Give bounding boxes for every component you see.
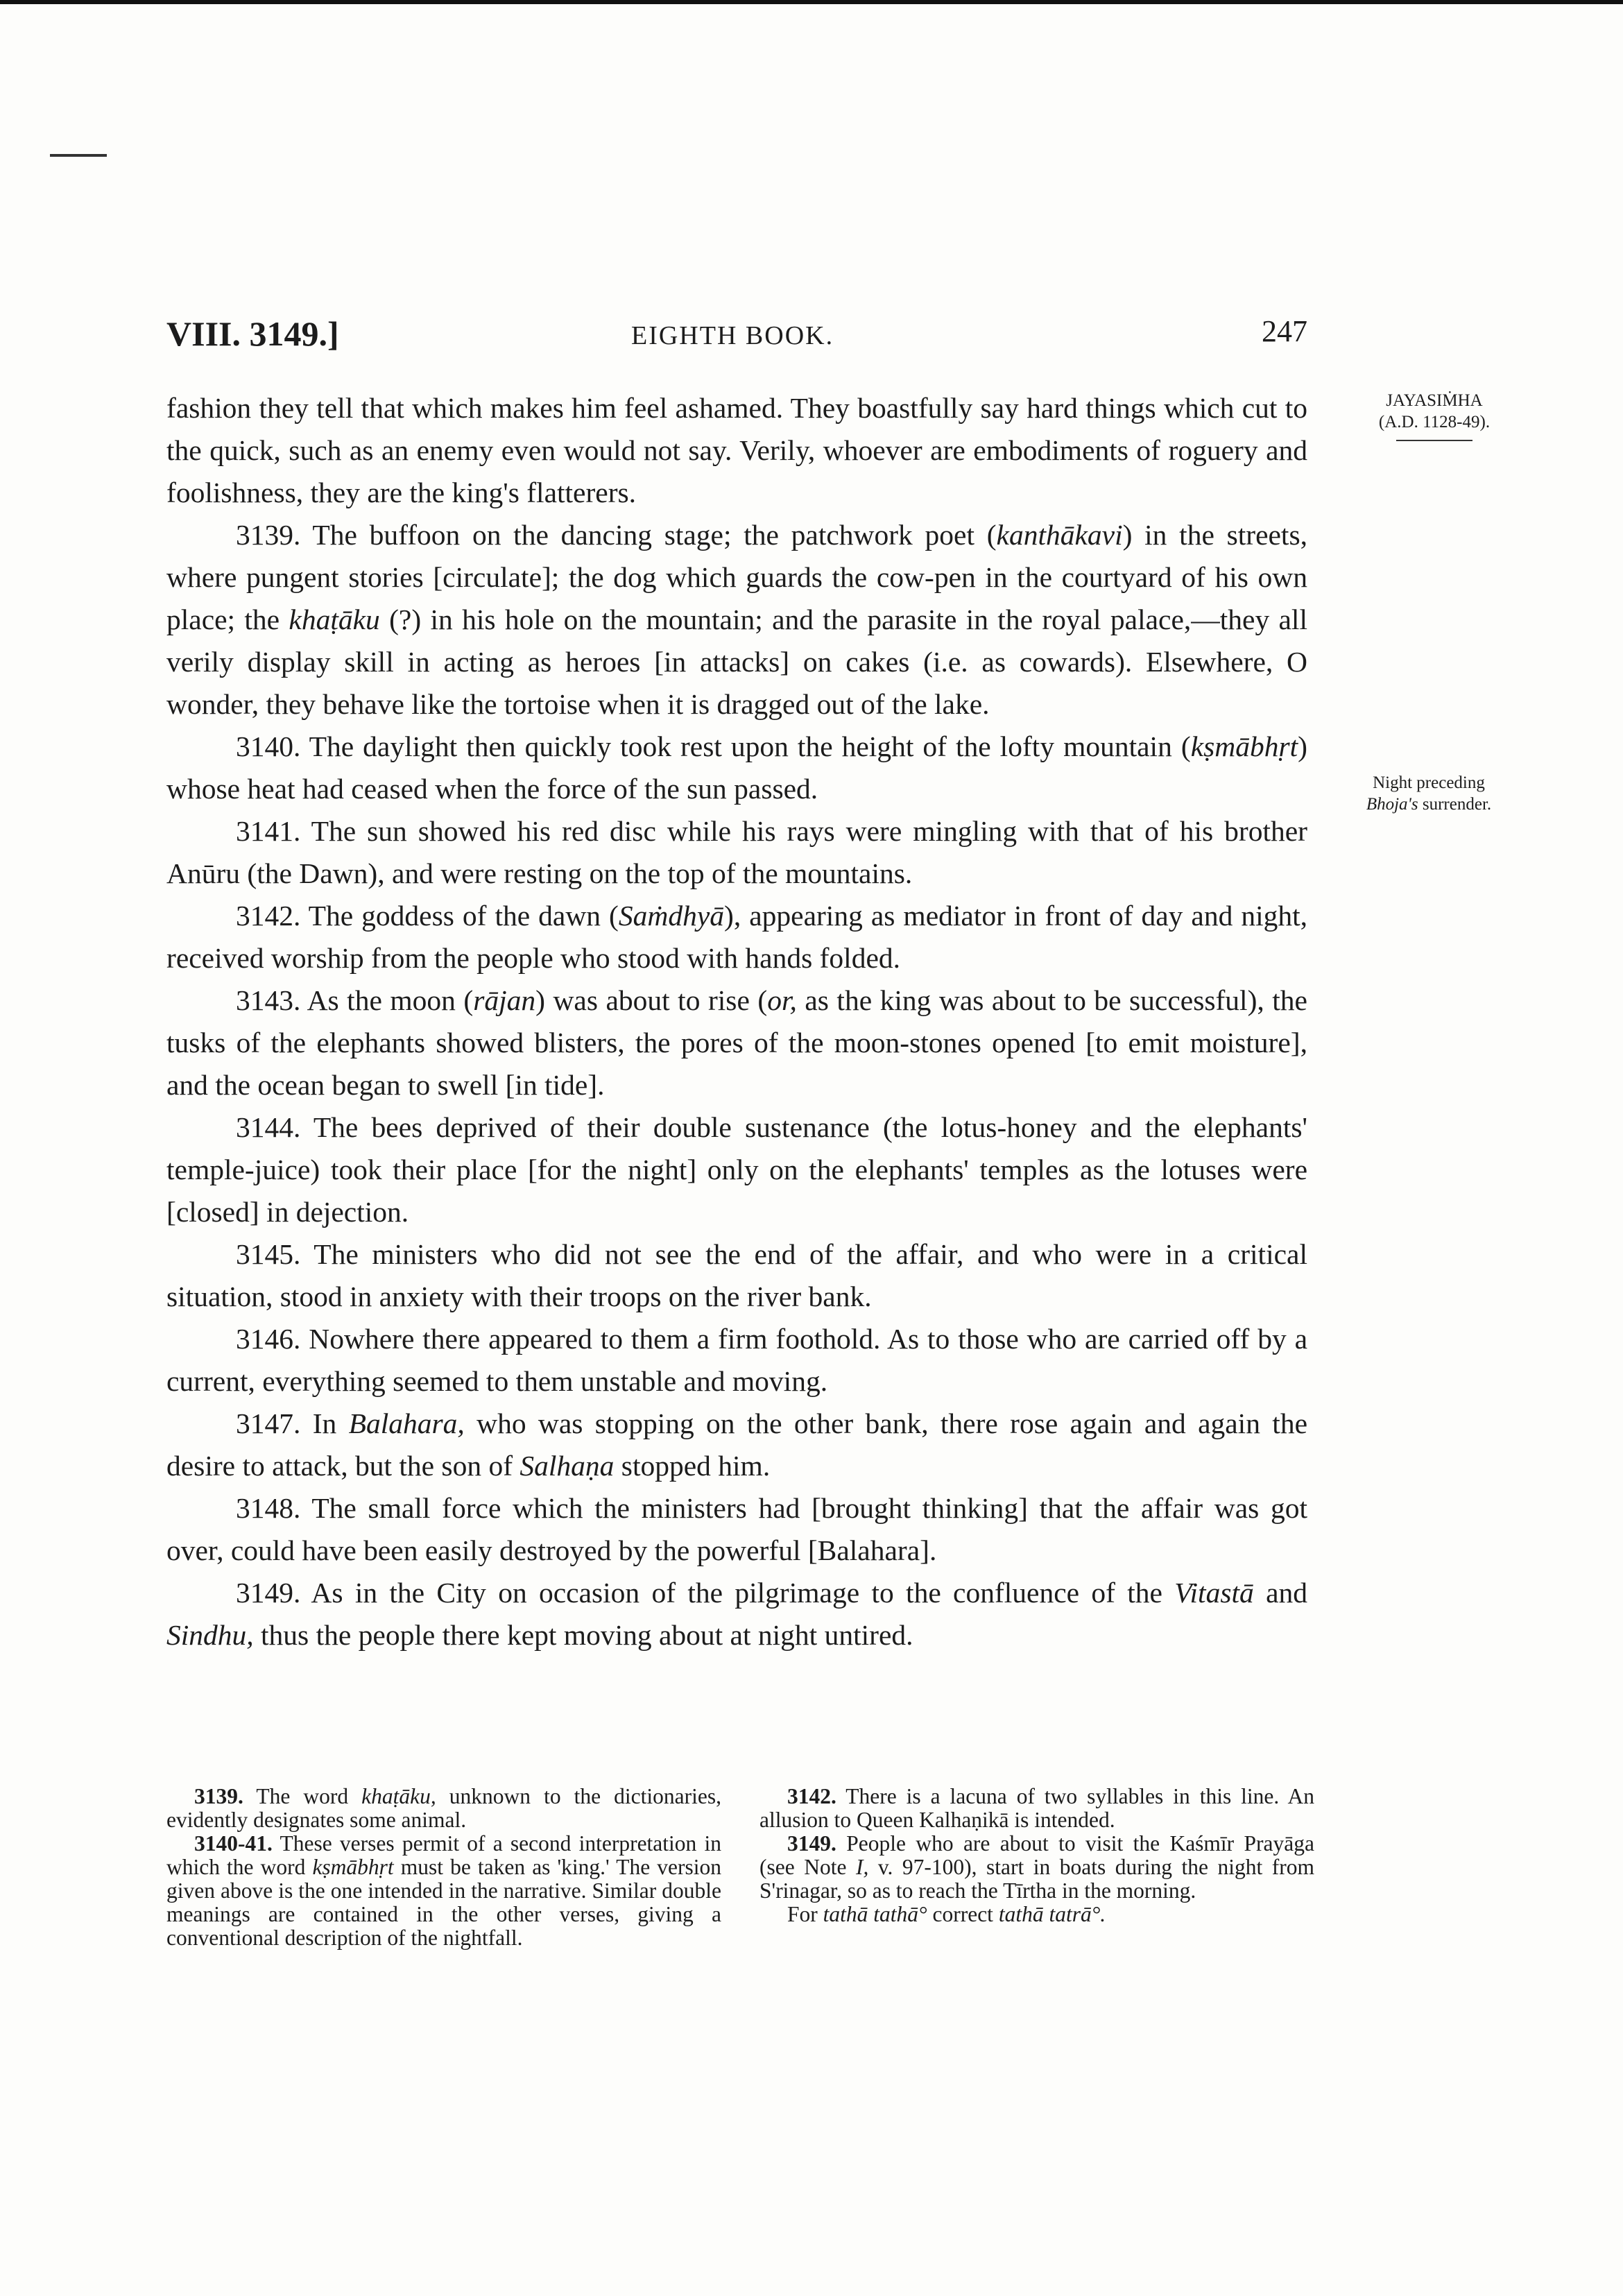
footnote-correction: For tathā tathā° correct tathā tatrā°. [787,1902,1106,1926]
margin-note-night [1339,772,1519,815]
footnotes-left-column [166,1785,721,1950]
verse-3140: 3140. The daylight then quickly took rest upon the height of the lofty mountain (kṣmābhṛt) whose heat had ceased when the force of the sun passed. [166,730,1307,805]
verse-3149: 3149. As in the City on occasion of the pilgrimage to the confluence of the Vitastā and Sindhu, thus the people there kept moving about at night untired. [166,1577,1307,1651]
verse-3147: 3147. In Balahara, who was stopping on the other bank, there rose again and again the desire to attack, but the son of Salhaṇa stopped him. [166,1407,1307,1482]
verse-3145: 3145. The ministers who did not see the end of the affair, and who were in a critical situation, stood in anxiety with their troops on the river bank. [166,1238,1307,1312]
verse-3139: 3139. The buffoon on the dancing stage; the patchwork poet (kanthākavi) in the streets, where pungent stories [circulate]; the dog which guards the cow-pen in the courtyard of his own place; the khaṭāku (?) in his hole on the mountain; and the parasite in the royal palace,—they all verily display skill in acting as heroes [in attacks] on cakes (i.e. as cowards). Elsewhere, O wonder, they behave like the tortoise when it is dragged out of the lake. [166,519,1307,720]
footnote-3140-41: 3140-41. These verses permit of a second interpretation in which the word kṣmābhṛt must be taken as 'king.' The version given above is the one intended in the narrative. Similar double meanings are contained in the other verses, giving a conventional description of the nightfall. [166,1831,722,1950]
margin-note-ruler [1344,390,1525,441]
scan-mark [50,154,107,157]
verse-3148: 3148. The small force which the ministers had [brought thinking] that the affair was got over, could have been easily destroyed by the powerful [Balahara]. [166,1492,1307,1566]
footnote-3142: 3142. There is a lacuna of two syllables in this line. An allusion to Queen Kalhaṇikā is intended. [759,1784,1314,1832]
verse-3146: 3146. Nowhere there appeared to them a firm foothold. As to those who are carried off by a current, everything seemed to them unstable and moving. [166,1323,1307,1397]
footnotes-right-column [759,1785,1314,1926]
margin-note-ruler-name: JAYASIṀHA [1386,391,1483,410]
footnote-3139: 3139. The word khaṭāku, unknown to the dictionaries, evidently designates some animal. [166,1784,721,1832]
main-text [166,387,1307,1656]
verse-3143: 3143. As the moon (rājan) was about to rise (or, as the king was about to be successful), the tusks of the elephants showed blisters, the pores of the moon-stones opened [to emit moisture], and the ocean began to swell [in tide]. [166,984,1307,1101]
footnote-3149: 3149. People who are about to visit the Kaśmīr Prayāga (see Note I, v. 97-100), start in boats during the night from S'rinagar, so as to reach the Tīrtha in the morning. [759,1831,1314,1903]
margin-note-night-line1: Night preceding [1373,773,1485,792]
margin-note-ruler-dates: (A.D. 1128-49). [1378,413,1491,431]
scan-top-edge [0,0,1623,4]
verse-3142: 3142. The goddess of the dawn (Saṁdhyā), appearing as mediator in front of day and night, received worship from the people who stood with hands folded. [166,900,1308,974]
running-header [166,314,1307,362]
margin-note-night-line2: Bhoja's surrender. [1366,795,1492,814]
margin-note-underline [1396,440,1472,441]
page-number: 247 [1262,314,1307,348]
verse-3144: 3144. The bees deprived of their double sustenance (the lotus-honey and the elephants' temple-juice) took their place [for the night] only on the elephants' temples as the lotuses were [closed] in dejection. [166,1111,1307,1228]
verse-3141: 3141. The sun showed his red disc while his rays were mingling with that of his brother Anūru (the Dawn), and were resting on the top of the mountains. [166,815,1307,889]
header-verse-ref: VIII. 3149.] [166,314,339,353]
header-book-title: EIGHTH BOOK. [631,321,834,350]
continuation-paragraph: fashion they tell that which makes him feel ashamed. They boastfully say hard things which cut to the quick, such as an enemy even would not say. Verily, whoever are embodiments of roguery and foolishness, they are the king's flatterers. [166,392,1307,508]
